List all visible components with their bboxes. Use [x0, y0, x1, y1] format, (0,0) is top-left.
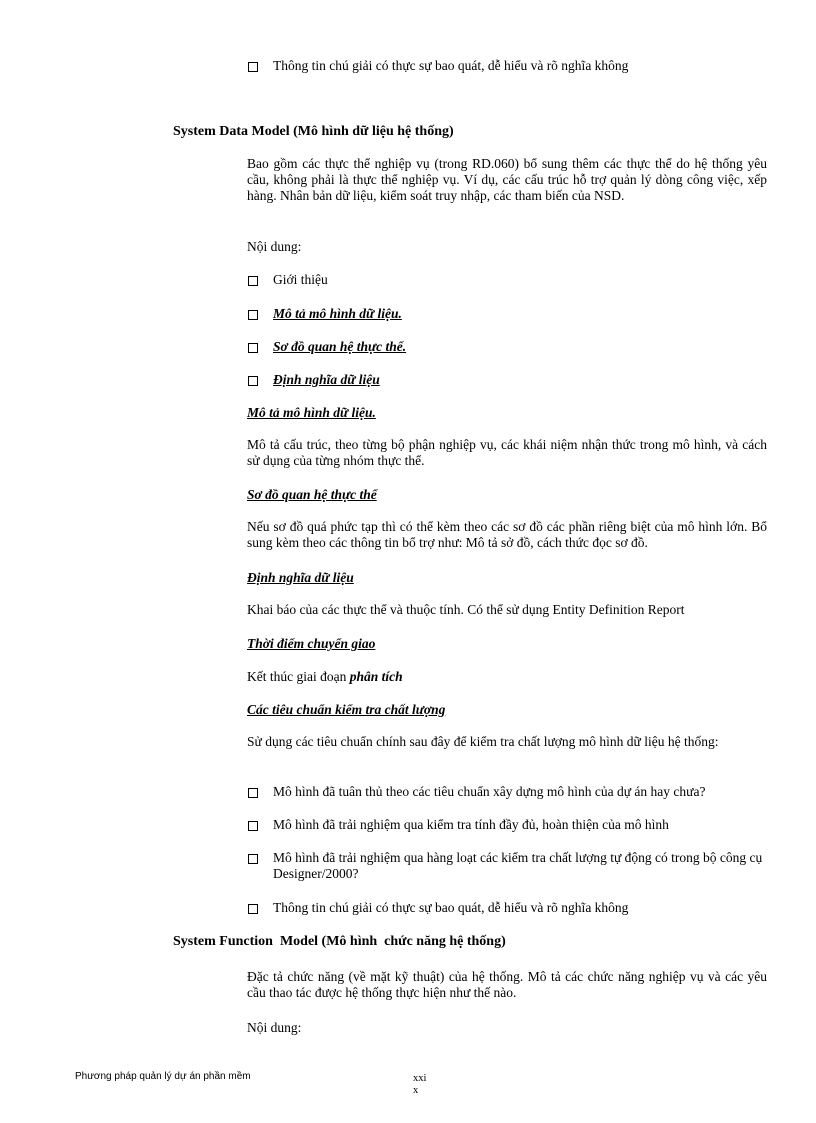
- subheading-erd: Sơ đồ quan hệ thực thể: [247, 487, 377, 502]
- content-item: [248, 372, 380, 388]
- content-item-text: Mô tả mô hình dữ liệu.: [273, 306, 402, 321]
- page-number: [413, 1073, 426, 1097]
- bullet-item: [248, 58, 768, 74]
- content-item-text: Giới thiệu: [273, 272, 328, 287]
- page-number-line: xxi: [413, 1073, 427, 1084]
- subheading-handover-time: Thời điểm chuyển giao: [247, 636, 376, 651]
- checkbox-bullet-icon: [248, 788, 258, 798]
- checkbox-bullet-icon: [248, 343, 258, 353]
- page-number-line: x: [413, 1085, 419, 1096]
- paragraph-intro: Bao gồm các thực thể nghiệp vụ (trong RD.060) bổ sung thêm các thực thể do hệ thống yêu cầu, không phải là thực thể nghiệp vụ. Ví dụ, các cấu trúc hỗ trợ quản lý dòng công việc, xếp hàng. Nhân bản dữ liệu, kiểm soát truy nhập, các tham biến của NSD.: [247, 156, 767, 203]
- paragraph-data-model-description: Mô tả cấu trúc, theo từng bộ phận nghiệp vụ, các khái niệm nhận thức trong mô hình, và cách sử dụng của từng nhóm thực thể.: [247, 437, 767, 468]
- content-item-text: Định nghĩa dữ liệu: [273, 372, 380, 387]
- checkbox-bullet-icon: [248, 62, 258, 72]
- handover-phase: phân tích: [349, 669, 403, 684]
- content-item-text: Sơ đồ quan hệ thực thể.: [273, 339, 407, 354]
- checkbox-bullet-icon: [248, 310, 258, 320]
- content-item: [248, 272, 328, 288]
- quality-item-text: Mô hình đã trải nghiệm qua kiểm tra tính đầy đủ, hoàn thiện của mô hình: [273, 817, 669, 832]
- paragraph-data-definition: Khai báo của các thực thể và thuộc tính. Có thể sử dụng Entity Definition Report: [247, 602, 685, 617]
- section-heading-system-data-model: System Data Model (Mô hình dữ liệu hệ thống): [173, 124, 454, 139]
- checkbox-bullet-icon: [248, 904, 258, 914]
- quality-item: [248, 900, 768, 916]
- footer-title: Phương pháp quản lý dự án phần mềm: [75, 1071, 251, 1082]
- quality-item: [248, 784, 768, 800]
- quality-item: [248, 817, 768, 833]
- paragraph-erd: Nếu sơ đồ quá phức tạp thì có thể kèm theo các sơ đồ các phần riêng biệt của mô hình lớn. Bổ sung kèm theo các thông tin bổ trợ như: Mô tả sở đồ, cách thức đọc sơ đồ.: [247, 519, 767, 550]
- checkbox-bullet-icon: [248, 821, 258, 831]
- section-heading-system-function-model: System Function Model (Mô hình chức năng hệ thống): [173, 934, 506, 949]
- paragraph-function-intro: Đặc tả chức năng (về mặt kỹ thuật) của hệ thống. Mô tả các chức năng nghiệp vụ và các yêu cầu thao tác được hệ thống thực hiện như thế nào.: [247, 969, 767, 1000]
- quality-item: [248, 850, 768, 882]
- subheading-data-model-description: Mô tả mô hình dữ liệu.: [247, 405, 376, 420]
- quality-item-text: Mô hình đã tuân thủ theo các tiêu chuẩn xây dựng mô hình của dự án hay chưa?: [273, 784, 706, 799]
- handover-text: Kết thúc giai đoạn: [247, 669, 350, 684]
- subheading-quality-criteria: Các tiêu chuẩn kiểm tra chất lượng: [247, 702, 446, 717]
- checkbox-bullet-icon: [248, 376, 258, 386]
- checkbox-bullet-icon: [248, 276, 258, 286]
- bullet-text: Thông tin chú giải có thực sự bao quát, dễ hiểu và rõ nghĩa không: [273, 58, 629, 73]
- checkbox-bullet-icon: [248, 854, 258, 864]
- content-item: [248, 339, 406, 355]
- quality-item-text: Mô hình đã trải nghiệm qua hàng loạt các kiểm tra chất lượng tự động có trong bộ công cụ Designer/2000?: [273, 850, 763, 881]
- content-label: Nội dung:: [247, 239, 302, 254]
- paragraph-handover-time: [247, 669, 403, 685]
- quality-item-text: Thông tin chú giải có thực sự bao quát, dễ hiểu và rõ nghĩa không: [273, 900, 629, 915]
- subheading-data-definition: Định nghĩa dữ liệu: [247, 570, 354, 585]
- paragraph-quality-criteria: Sử dụng các tiêu chuẩn chính sau đây để kiểm tra chất lượng mô hình dữ liệu hệ thống:: [247, 734, 719, 749]
- content-label: Nội dung:: [247, 1020, 302, 1035]
- content-item: [248, 306, 402, 322]
